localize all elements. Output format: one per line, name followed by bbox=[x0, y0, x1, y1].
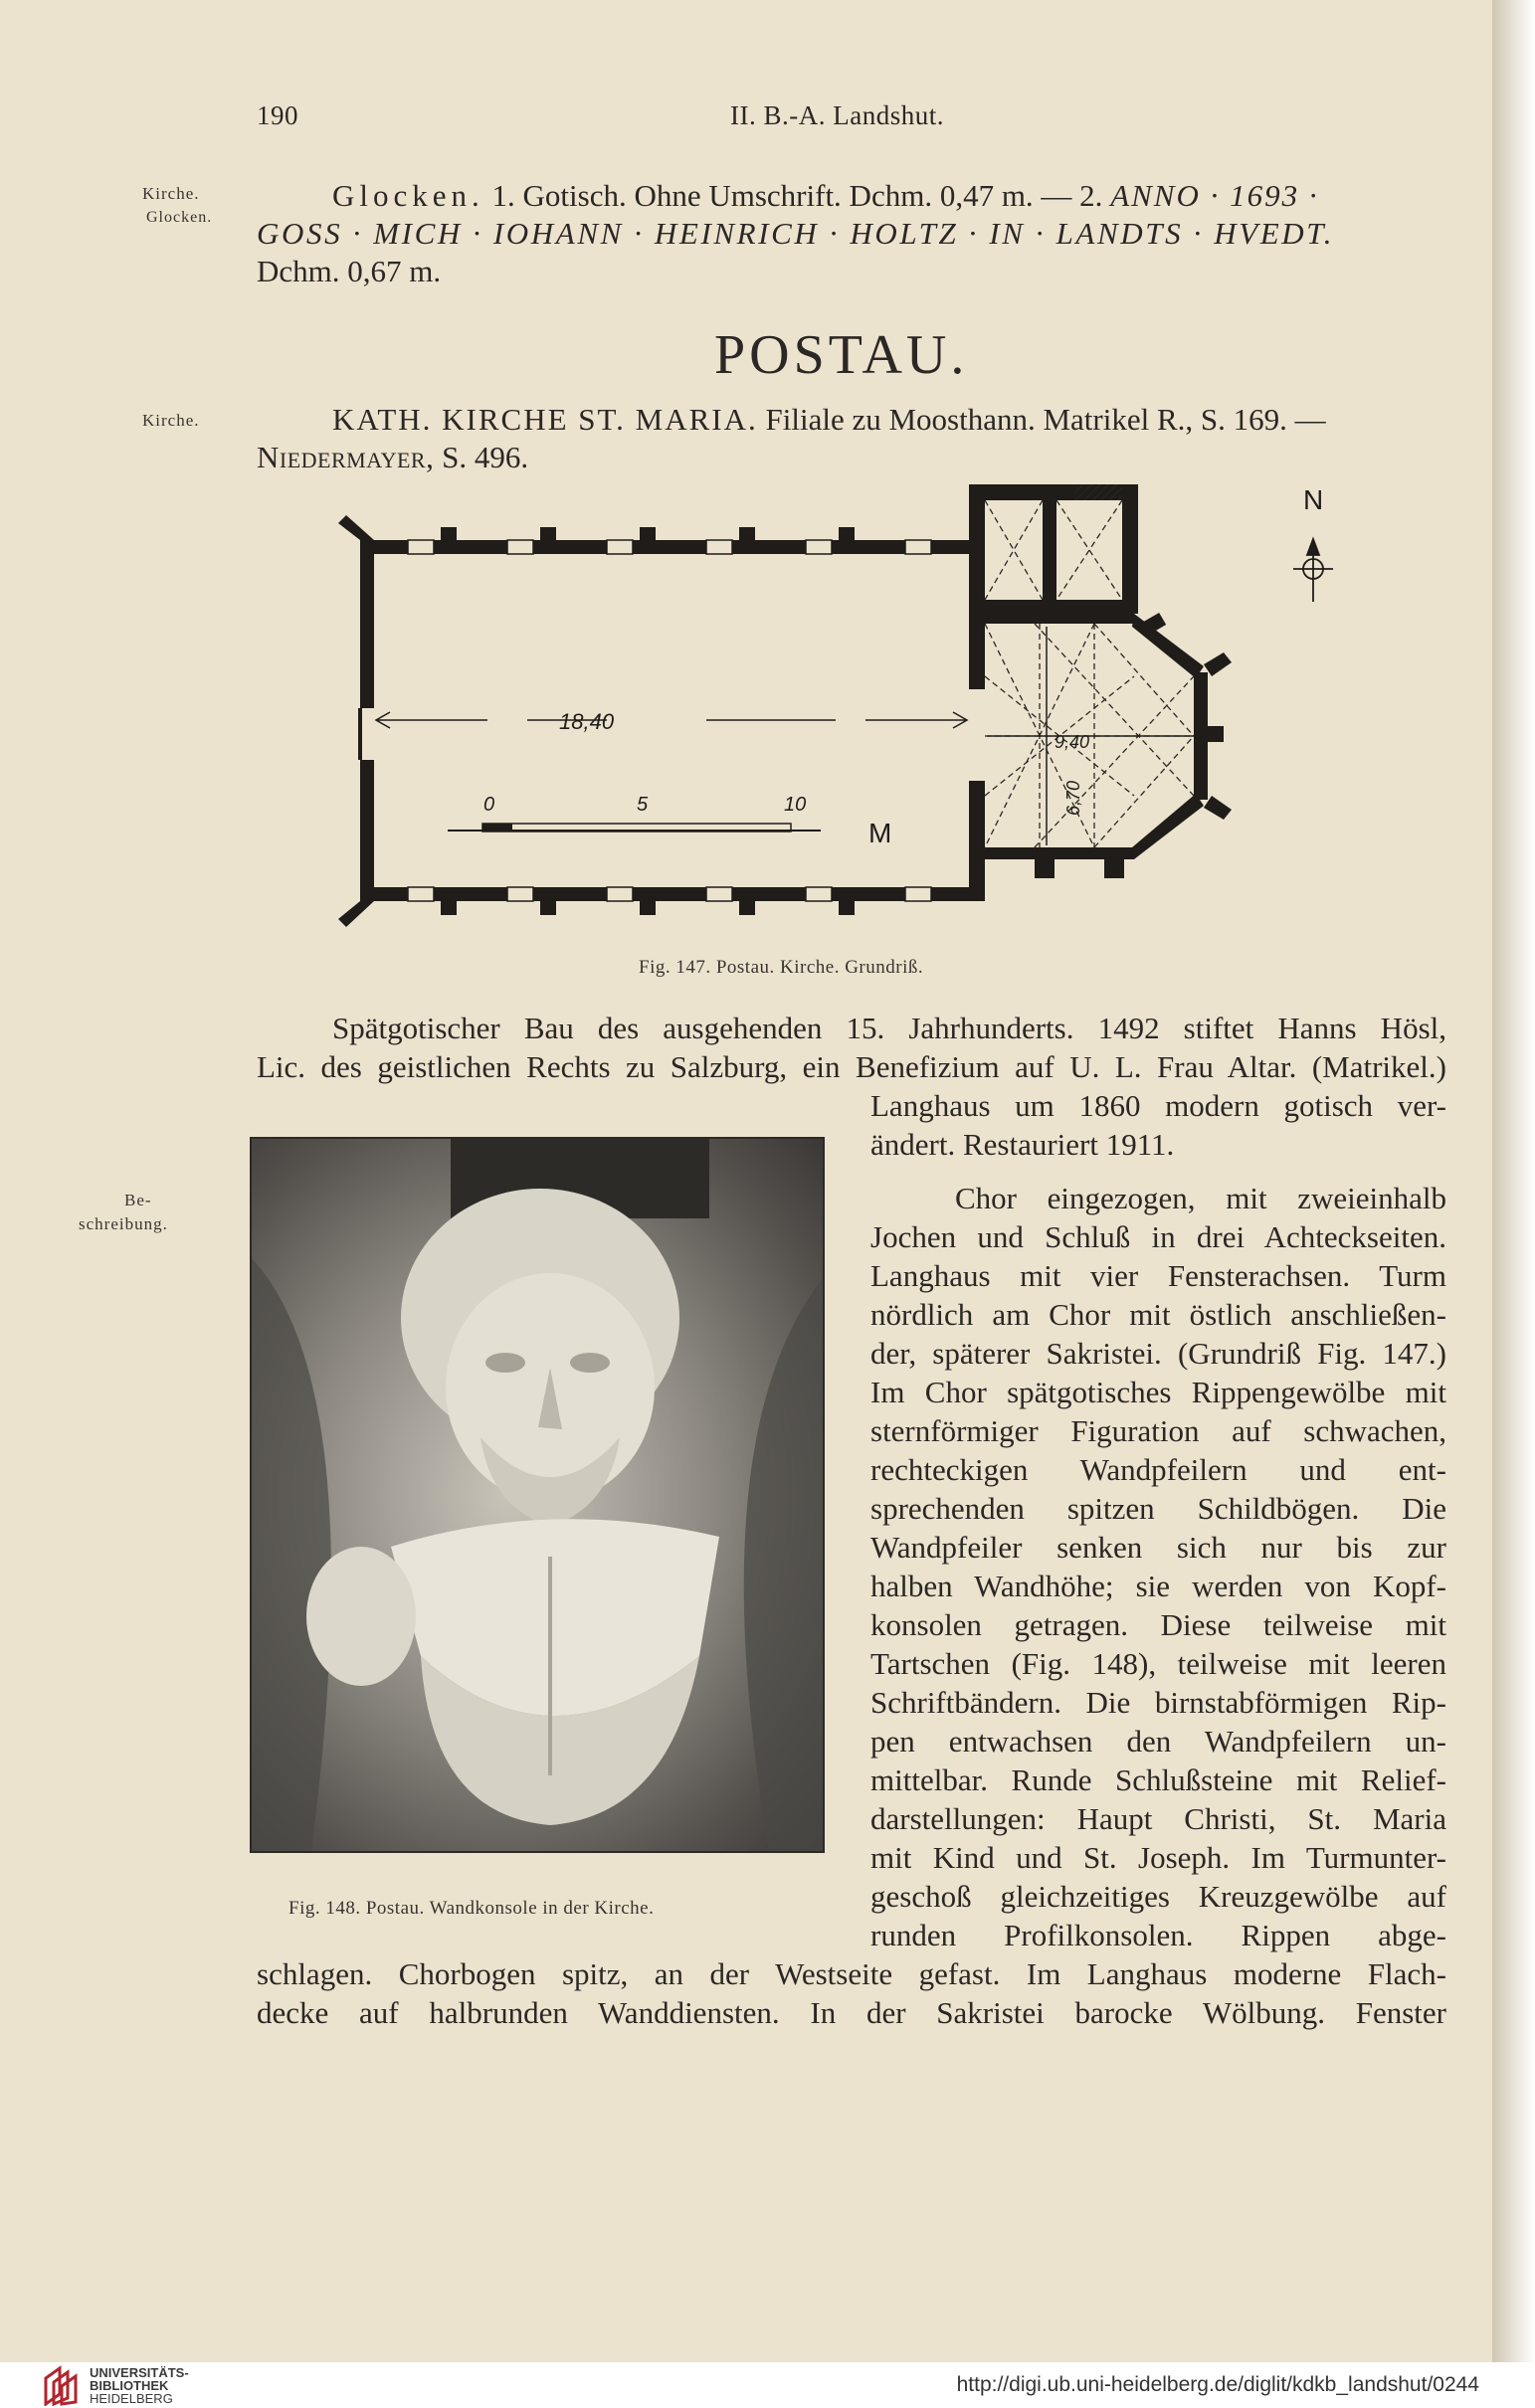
plan-hatched-wall bbox=[1074, 484, 1122, 500]
author-page: S. 496. bbox=[442, 440, 529, 474]
column-line-5: der, späterer Sakristei. (Grundriß Fig. 147.) bbox=[870, 1336, 1446, 1371]
column-line-4: nördlich am Chor mit östlich anschließen- bbox=[870, 1297, 1446, 1332]
bells-text: 1. Gotisch. Ohne Umschrift. Dchm. 0,47 m. — 2. bbox=[491, 178, 1103, 213]
plan-vault-ribs bbox=[985, 500, 1194, 847]
column-line-17: darstellungen: Haupt Christi, St. Maria bbox=[870, 1801, 1446, 1836]
paragraph-2-line-2: decke auf halbrunden Wanddiensten. In der Sakristei barocke Wölbung. Fenster bbox=[257, 1995, 1446, 2030]
source-url-link[interactable]: http://digi.ub.uni-heidelberg.de/diglit/kdkb_landshut/0244 bbox=[956, 2373, 1479, 2396]
church-line-2 bbox=[257, 438, 528, 476]
column-line-14: Schriftbändern. Die birnstabförmigen Rip- bbox=[870, 1685, 1446, 1720]
church-reference: Filiale zu Moosthann. Matrikel R., S. 169. — bbox=[765, 402, 1326, 437]
bells-heading: Glocken. bbox=[332, 178, 484, 213]
bells-line-1 bbox=[332, 176, 1319, 215]
margin-note-be: Be- bbox=[124, 1191, 152, 1209]
north-label: N bbox=[1303, 484, 1324, 515]
column-line-11: halben Wandhöhe; sie werden von Kopf- bbox=[870, 1569, 1446, 1603]
author-name: Niedermayer, bbox=[257, 440, 435, 474]
paragraph-2-line-1: schlagen. Chorbogen spitz, an der Westseite gefast. Im Langhaus moderne Flach- bbox=[257, 1956, 1446, 1991]
figure-148-photo bbox=[250, 1137, 825, 1853]
column-line-9: sprechenden spitzen Schildbögen. Die bbox=[870, 1491, 1446, 1526]
bells-line-3: Dchm. 0,67 m. bbox=[257, 254, 442, 288]
wall-console-image bbox=[252, 1139, 823, 1851]
section-title: POSTAU. bbox=[714, 324, 969, 386]
margin-note-glocken: Glocken. bbox=[146, 209, 213, 226]
column-line-3: Langhaus mit vier Fensterachsen. Turm bbox=[870, 1258, 1446, 1293]
dimension-width: 9,40 bbox=[1055, 732, 1090, 752]
page-edge bbox=[1492, 0, 1535, 2362]
dimension-length: 18,40 bbox=[559, 709, 615, 734]
margin-note-kirche: Kirche. bbox=[142, 184, 200, 203]
column-line-19: geschoß gleichzeitiges Kreuzgewölbe auf bbox=[870, 1879, 1446, 1914]
column-line-6: Im Chor spätgotisches Rippengewölbe mit bbox=[870, 1375, 1446, 1409]
scale-label-10: 10 bbox=[784, 794, 807, 816]
north-arrow-icon bbox=[1293, 539, 1333, 602]
scale-label-0: 0 bbox=[483, 794, 495, 816]
dimension-choir: 6,70 bbox=[1063, 780, 1083, 816]
column-line-2: Jochen und Schluß in drei Achteckseiten. bbox=[870, 1219, 1446, 1254]
floor-plan-figure bbox=[338, 477, 1373, 955]
library-name-line-3: HEIDELBERG bbox=[90, 2391, 173, 2406]
column-line-15: pen entwachsen den Wandpfeilern un- bbox=[870, 1724, 1446, 1759]
library-name bbox=[90, 2366, 189, 2405]
figure-148-caption: Fig. 148. Postau. Wandkonsole in der Kirche. bbox=[288, 1898, 655, 1919]
column-line-20: runden Profilkonsolen. Rippen abge- bbox=[870, 1918, 1446, 1952]
library-name-line-2: BIBLIOTHEK bbox=[90, 2378, 169, 2393]
column-line-1: Chor eingezogen, mit zweieinhalb bbox=[955, 1181, 1446, 1215]
scale-bar bbox=[448, 824, 821, 832]
margin-note-schreibung: schreibung. bbox=[79, 1214, 168, 1233]
column-line-16: mittelbar. Runde Schlußsteine mit Relief- bbox=[870, 1762, 1446, 1797]
column-line-8: rechteckigen Wandpfeilern und ent- bbox=[870, 1452, 1446, 1487]
bells-inscription-2: GOSS · MICH · IOHANN · HEINRICH · HOLTZ · IN · LANDTS · HVEDT. bbox=[257, 216, 1335, 251]
scale-unit: M bbox=[868, 818, 892, 848]
library-logo-icon bbox=[42, 2364, 82, 2406]
column-line-10: Wandpfeiler senken sich nur bis zur bbox=[870, 1530, 1446, 1565]
church-name: KATH. KIRCHE ST. MARIA. bbox=[332, 402, 758, 437]
church-line-1 bbox=[332, 400, 1326, 439]
bells-inscription-1: ANNO · 1693 · bbox=[1110, 178, 1319, 213]
column-line-12: konsolen getragen. Diese teilweise mit bbox=[870, 1607, 1446, 1642]
column-line-7: sternförmiger Figuration auf schwachen, bbox=[870, 1413, 1446, 1448]
paragraph-1-line-3: Langhaus um 1860 modern gotisch ver- bbox=[870, 1088, 1446, 1123]
paragraph-1-line-1: Spätgotischer Bau des ausgehenden 15. Jahrhunderts. 1492 stiftet Hanns Hösl, bbox=[332, 1011, 1446, 1045]
paragraph-1-line-2: Lic. des geistlichen Rechts zu Salzburg, ein Benefizium auf U. L. Frau Altar. (Matrikel.) bbox=[257, 1049, 1446, 1084]
library-name-line-1: UNIVERSITÄTS- bbox=[90, 2365, 189, 2380]
margin-note-kirche-2: Kirche. bbox=[142, 411, 200, 430]
page-number: 190 bbox=[257, 100, 298, 130]
scale-label-5: 5 bbox=[637, 794, 649, 816]
paragraph-1-line-4: ändert. Restauriert 1911. bbox=[870, 1127, 1175, 1162]
column-line-13: Tartschen (Fig. 148), teilweise mit leeren bbox=[870, 1646, 1446, 1681]
running-title: II. B.-A. Landshut. bbox=[730, 100, 944, 130]
figure-147-caption: Fig. 147. Postau. Kirche. Grundriß. bbox=[639, 957, 924, 978]
column-line-18: mit Kind und St. Joseph. Im Turmunter- bbox=[870, 1840, 1446, 1875]
